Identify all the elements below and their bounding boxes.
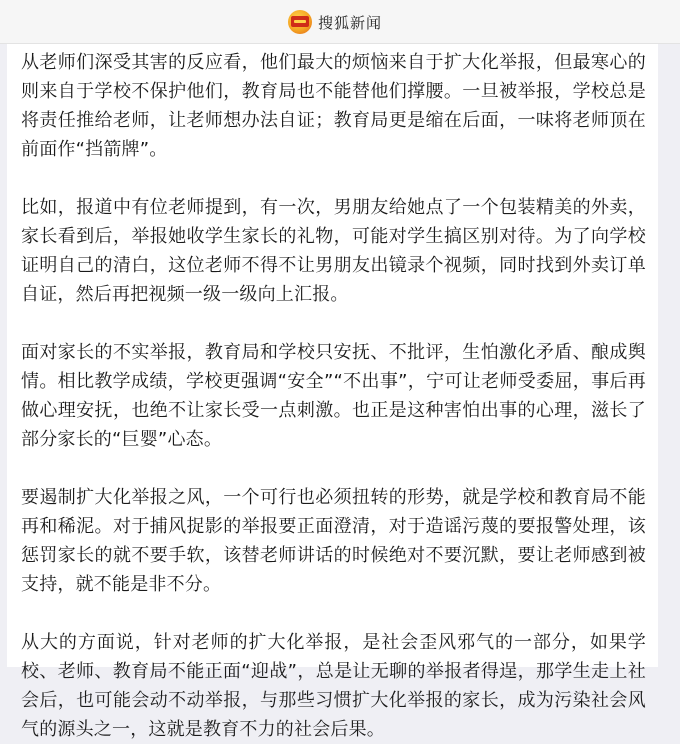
article-paragraph: 面对家长的不实举报，教育局和学校只安抚、不批评，生怕激化矛盾、酿成舆情。相比教学成绩，学校更强调“安全”“不出事”，宁可让老师受委屈，事后再做心理安抚，也绝不让家长受一点刺激。也正是这种害怕出事的心理，滋长了部分家长的“巨婴”心态。 <box>21 342 646 450</box>
article-text <box>7 44 658 744</box>
article-paragraph: 要遏制扩大化举报之风，一个可行也必须扭转的形势，就是学校和教育局不能再和稀泥。对于捕风捉影的举报要正面澄清，对于造谣污蔑的要报警处理，该惩罚家长的就不要手软，该替老师讲话的时候绝对不要沉默，要让老师感到被支持，就不能是非不分。 <box>21 487 646 595</box>
article-paragraph: 比如，报道中有位老师提到，有一次，男朋友给她点了一个包装精美的外卖，家长看到后，举报她收学生家长的礼物，可能对学生搞区别对待。为了向学校证明自己的清白，这位老师不得不让男朋友出镜录个视频，同时找到外卖订单自证，然后再把视频一级一级向上汇报。 <box>21 197 646 305</box>
article-body <box>7 44 658 740</box>
article-paragraph: 从大的方面说，针对老师的扩大化举报，是社会歪风邪气的一部分，如果学校、老师、教育局不能正面“迎战”，总是让无聊的举报者得逞，那学生走上社会后，也可能会动不动举报，与那些习惯扩大化举报的家长，成为污染社会风气的源头之一，这就是教育不力的社会后果。 <box>21 632 646 740</box>
article-paragraph: 从老师们深受其害的反应看，他们最大的烦恼来自于扩大化举报，但最寒心的则来自于学校不保护他们，教育局也不能替他们撑腰。一旦被举报，学校总是将责任推给老师，让老师想办法自证；教育局更是缩在后面，一味将老师顶在前面作“挡箭牌”。 <box>21 52 646 160</box>
brand-name: 搜狐新闻 <box>318 13 383 32</box>
brand[interactable] <box>288 8 382 36</box>
sohu-logo-icon <box>288 10 312 34</box>
top-bar <box>0 0 680 44</box>
logo-mark <box>291 16 309 27</box>
